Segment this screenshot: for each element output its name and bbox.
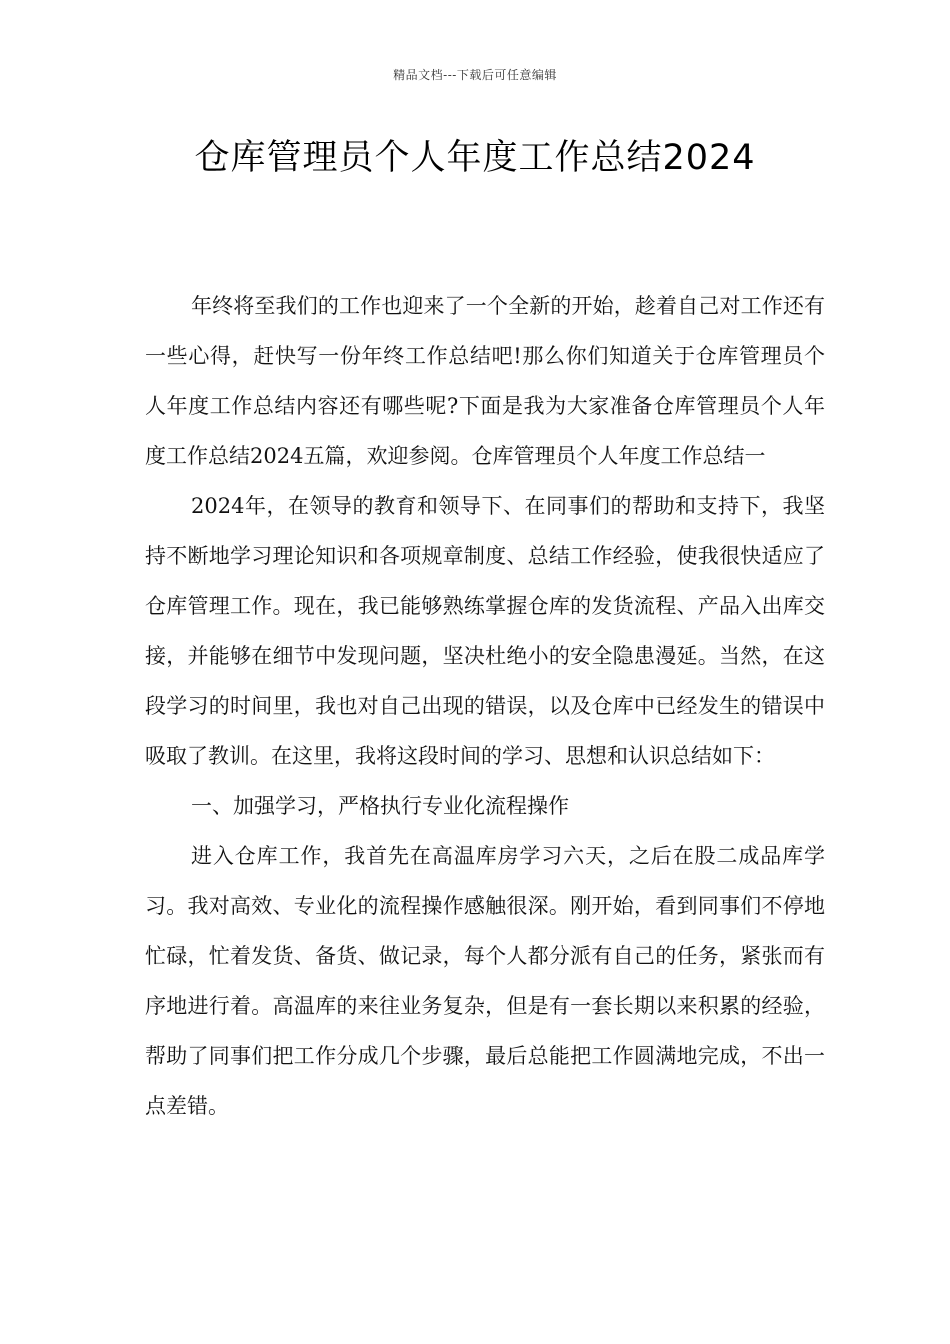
document-body <box>145 281 825 1131</box>
section-heading-1: 一、加强学习，严格执行专业化流程操作 <box>191 794 569 818</box>
header-note: 精品文档---下载后可任意编辑 <box>393 68 557 82</box>
paragraph-summary-2024: 2024年，在领导的教育和领导下、在同事们的帮助和支持下，我坚持不断地学习理论知识和各项规章制度、总结工作经验，使我很快适应了仓库管理工作。现在，我已能够熟练掌握仓库的发货流程、产品入出库交接，并能够在细节中发现问题，坚决杜绝小的安全隐患漫延。当然，在这段学习的时间里，我也对自己出现的错误，以及仓库中已经发生的错误中吸取了教训。在这里，我将这段时间的学习、思想和认识总结如下： <box>145 494 825 768</box>
paragraph-intro: 年终将至我们的工作也迎来了一个全新的开始，趁着自己对工作还有一些心得，赶快写一份年终工作总结吧!那么你们知道关于仓库管理员个人年度工作总结内容还有哪些呢?下面是我为大家准备仓库管理员个人年度工作总结2024五篇，欢迎参阅。仓库管理员个人年度工作总结一 <box>145 294 825 468</box>
document-title: 仓库管理员个人年度工作总结2024 <box>194 138 756 178</box>
paragraph-warehouse-work: 进入仓库工作，我首先在高温库房学习六天，之后在股二成品库学习。我对高效、专业化的流程操作感触很深。刚开始，看到同事们不停地忙碌，忙着发货、备货、做记录，每个人都分派有自己的任务，紧张而有序地进行着。高温库的来往业务复杂，但是有一套长期以来积累的经验，帮助了同事们把工作分成几个步骤，最后总能把工作圆满地完成，不出一点差错。 <box>145 844 825 1118</box>
